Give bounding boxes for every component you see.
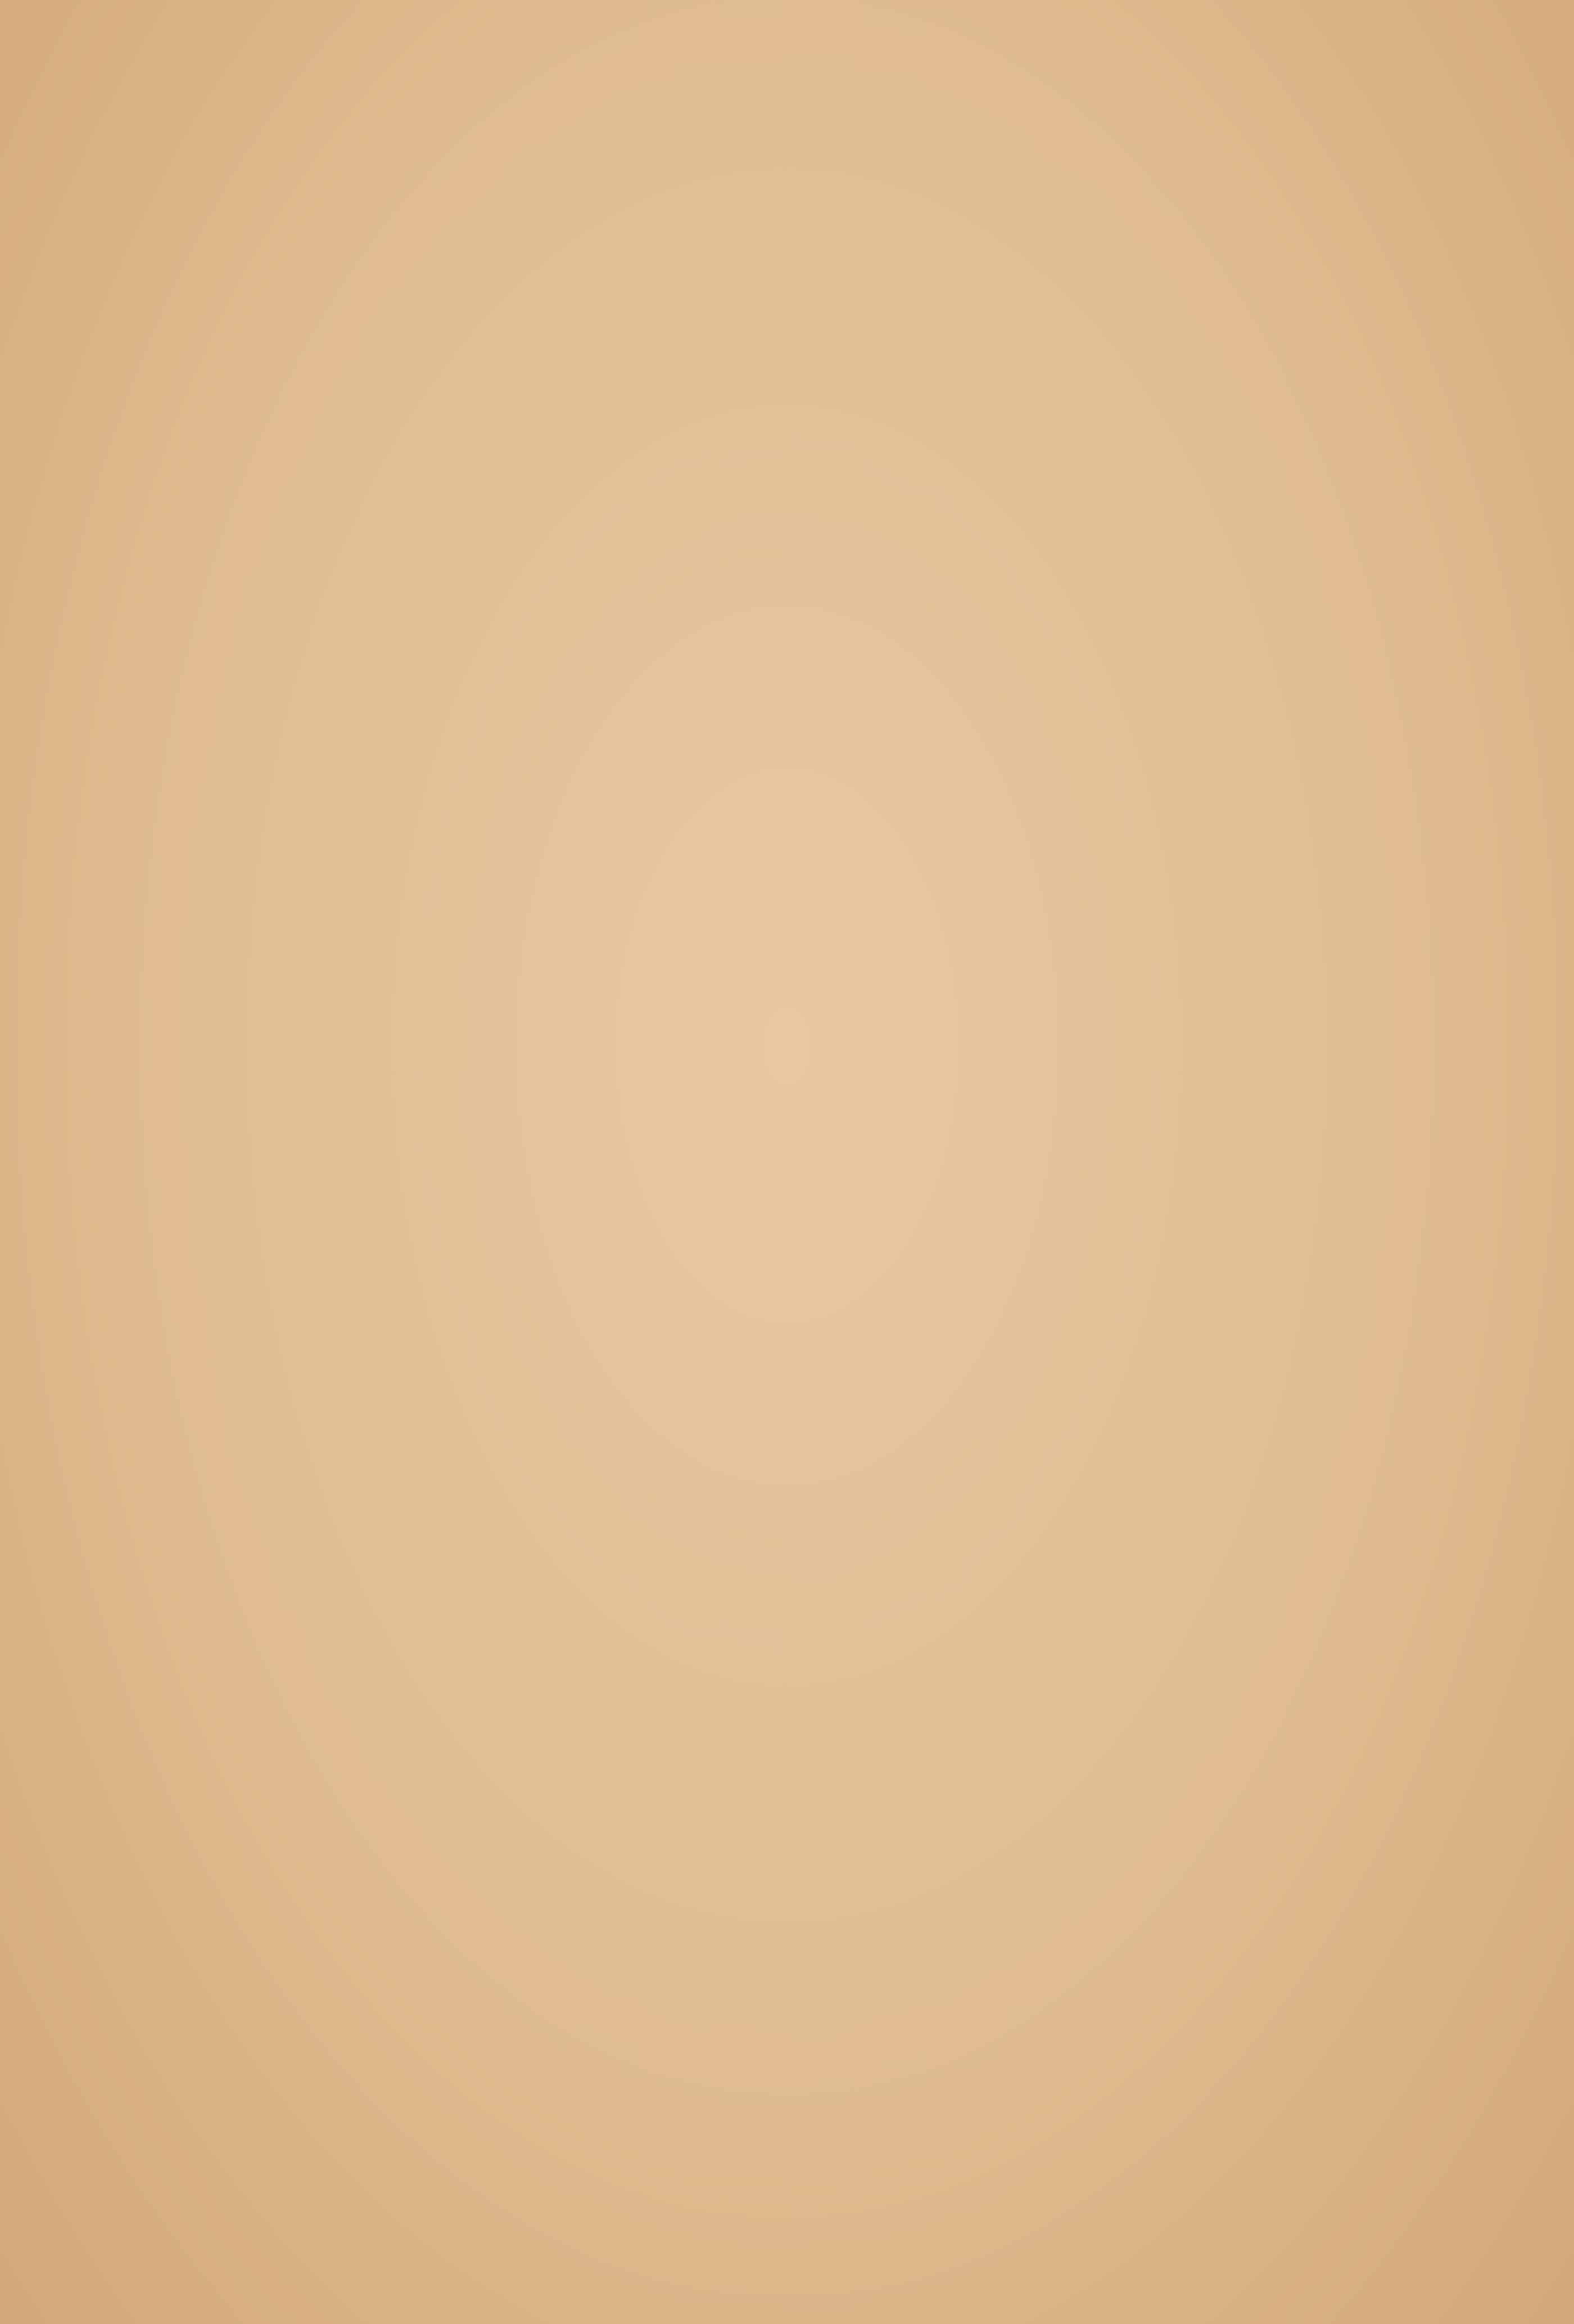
music-staff-1 [112, 365, 1405, 545]
music-staff-2 [115, 832, 1408, 1012]
music-staff-3 [121, 1293, 1414, 1473]
music-staff-4 [126, 1732, 1419, 1912]
song-title [0, 208, 1574, 272]
